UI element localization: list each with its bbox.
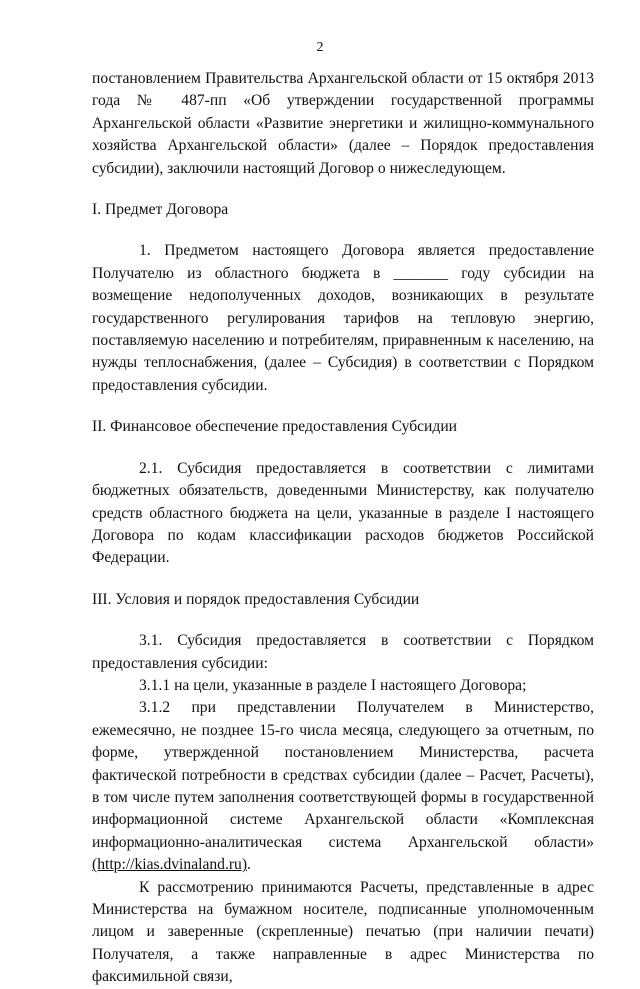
paragraph-3-1-2 [92, 697, 594, 876]
intro-paragraph: постановлением Правительства Архангельской области от 15 октября 2013 года № 487-пп «Об утверждении государственной программы Архангельской области «Развитие энергетики и жилищно-коммунального хозяйства Архангельской области» (далее – Порядок предоставления субсидии), заключили настоящий Договор о нижеследующем. [92, 70, 594, 177]
section-heading-2: II. Финансовое обеспечение предоставления Субсидии [92, 418, 458, 436]
document-body [92, 68, 594, 989]
paragraph-calculations: К рассмотрению принимаются Расчеты, представленные в адрес Министерства на бумажном носителе, подписанные уполномоченным лицом и заверенные (скрепленные) печатью (при наличии печати) Получателя, а также направленные в адрес Министерства по факсимильной связи, [92, 878, 594, 986]
paragraph-3-1-1: 3.1.1 на цели, указанные в разделе I настоящего Договора; [139, 676, 527, 694]
section-heading-1: I. Предмет Договора [92, 201, 229, 219]
paragraph-3-1: 3.1. Субсидия предоставляется в соответствии с Порядком предоставления субсидии: [92, 632, 594, 672]
section-heading-3: III. Условия и порядок предоставления Субсидии [92, 590, 420, 608]
kias-link[interactable]: (http://kias.dvinaland.ru) [92, 856, 248, 874]
page-number: 2 [316, 40, 324, 55]
paragraph-2-1: 2.1. Субсидия предоставляется в соответствии с лимитами бюджетных обязательств, доведенными Министерству, как получателю средств областного бюджета на цели, указанные в разделе I настоящего Договора по кодам классификации расходов бюджетов Российской Федерации. [92, 459, 594, 567]
paragraph-3-1-2-text: 3.1.2 при представлении Получателем в Министерство, ежемесячно, не позднее 15-го числа месяца, следующего за отчетным, по форме, утвержденной постановлением Министерства, расчета фактической потребности в средствах субсидии (далее – Расчет, Расчеты), в том числе путем заполнения соответствующей формы в государственной информационной системе Архангельской области «Комплексная информационно-аналитическая система Архангельской области» [92, 699, 594, 851]
paragraph-3-1-2-end: . [247, 856, 251, 874]
paragraph-1: 1. Предметом настоящего Договора является предоставление Получателю из областного бюджета в _______ году субсидии на возмещение недополученных доходов, возникающих в результате государственного регулирования тарифов на тепловую энергию, поставляемую населению и потребителям, приравненным к населению, на нужды теплоснабжения, (далее – Субсидия) в соответствии с Порядком предоставления субсидии. [92, 242, 594, 394]
